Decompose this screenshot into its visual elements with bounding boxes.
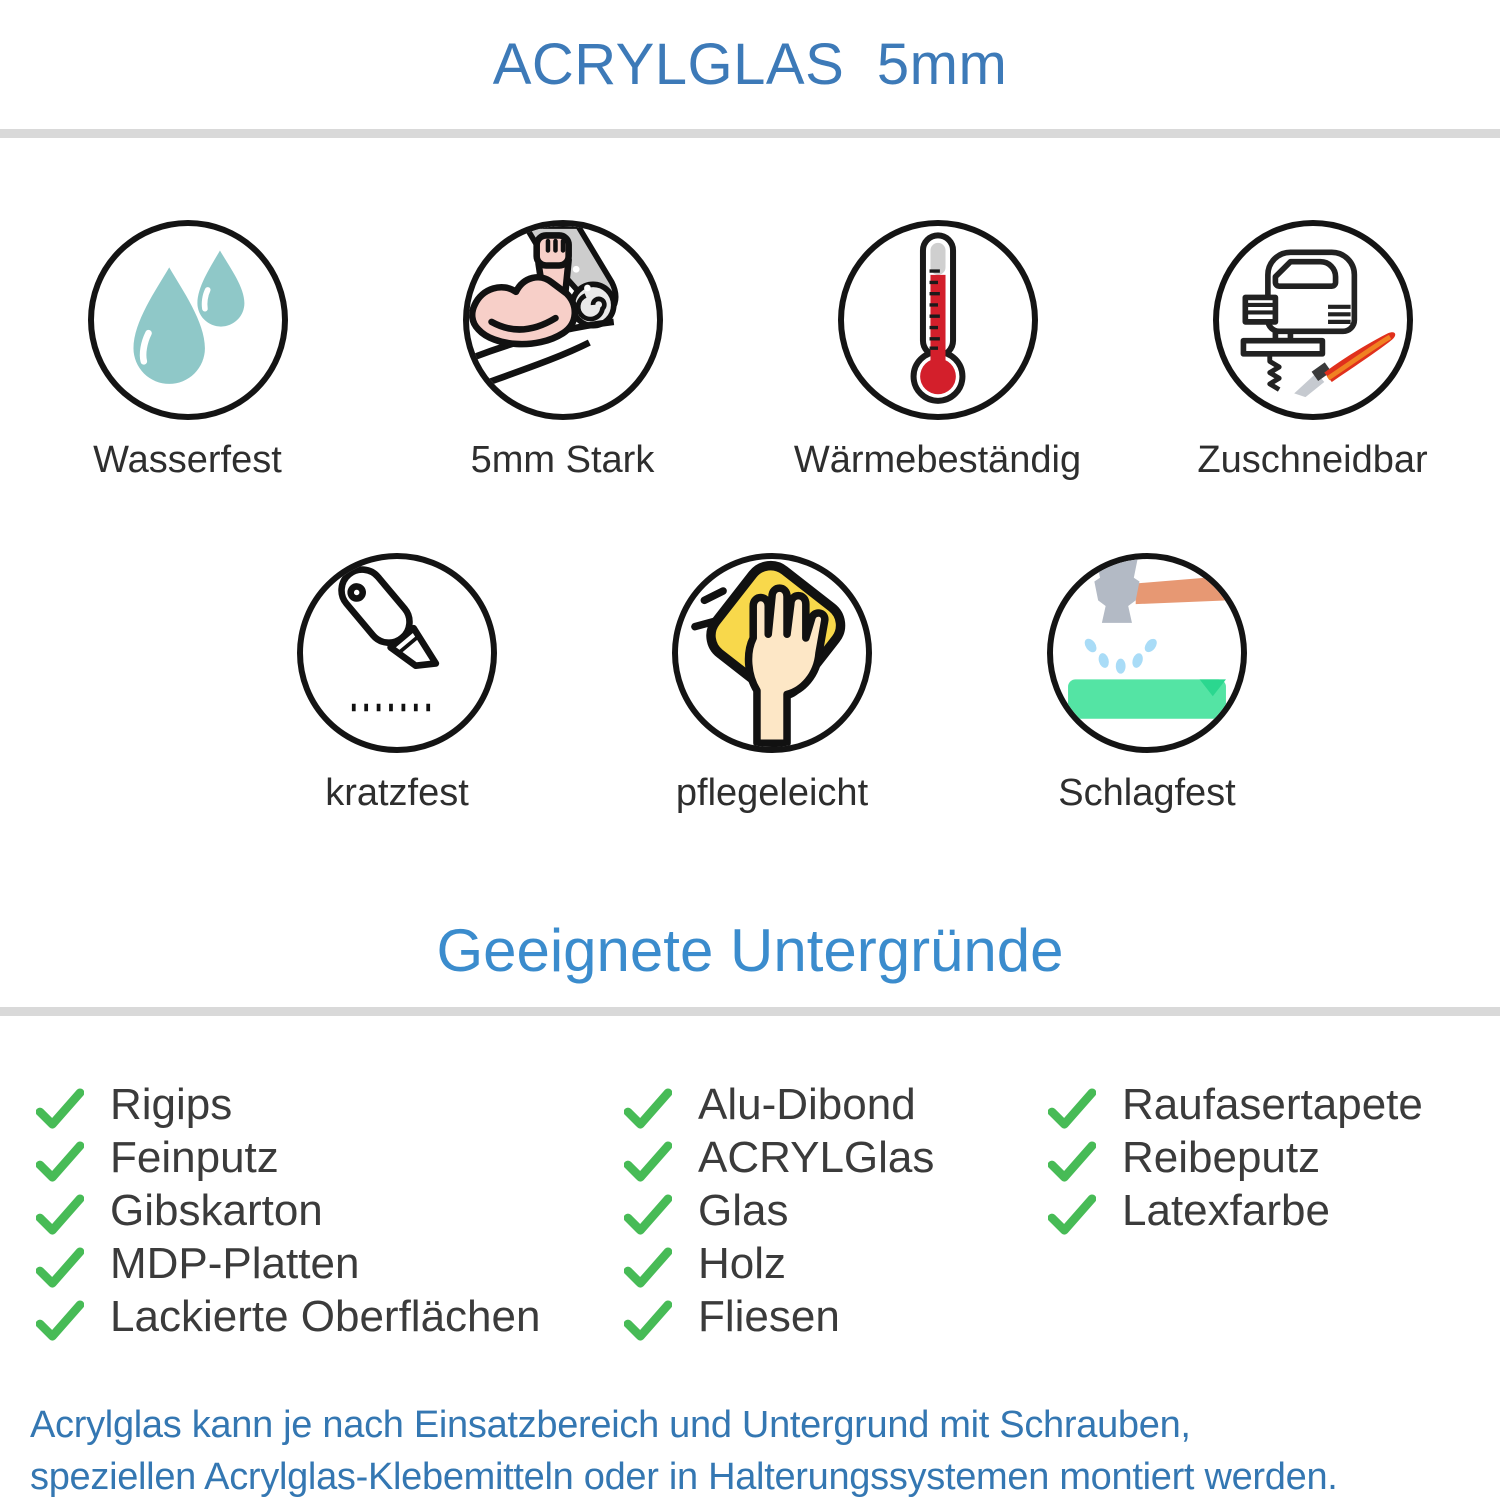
- list-item: [1048, 1184, 1500, 1237]
- list-item: [1048, 1078, 1500, 1131]
- list-item: [36, 1237, 624, 1290]
- page-title: ACRYLGLAS 5mm: [492, 32, 1008, 97]
- substrate-label: Fliesen: [698, 1291, 840, 1341]
- check-icon: [1048, 1088, 1096, 1130]
- feature-label: Schlagfest: [1058, 772, 1236, 814]
- list-item: [36, 1131, 624, 1184]
- feature-circle: [1047, 553, 1247, 753]
- feature-label: 5mm Stark: [470, 439, 655, 481]
- header: [0, 0, 1500, 129]
- list-item: [36, 1078, 624, 1131]
- substrate-label: Lackierte Oberflächen: [110, 1291, 541, 1341]
- feature-circle: [88, 220, 288, 420]
- check-icon: [1048, 1141, 1096, 1183]
- utility-knife-icon: [303, 559, 491, 747]
- substrates-column-3: [1048, 1078, 1500, 1343]
- footer-note: [30, 1399, 1500, 1500]
- substrate-label: Holz: [698, 1238, 787, 1288]
- list-item: [624, 1184, 1048, 1237]
- feature-waermebestaendig: [750, 220, 1125, 482]
- feature-circle: [672, 553, 872, 753]
- check-icon: [36, 1194, 84, 1236]
- list-item: [36, 1290, 624, 1343]
- substrate-label: Alu-Dibond: [698, 1079, 916, 1129]
- footer-line-2: speziellen Acrylglas-Klebemitteln oder in Halterungssystemen montiert werden.: [30, 1456, 1338, 1498]
- features-row-1: [0, 220, 1500, 482]
- water-drops-icon: [94, 226, 282, 414]
- feature-schlagfest: [960, 553, 1335, 815]
- feature-label: kratzfest: [325, 772, 469, 814]
- divider-substrates: [0, 1007, 1500, 1016]
- divider-top: [0, 129, 1500, 138]
- cleaning-hand-icon: [678, 559, 866, 747]
- list-item: [624, 1131, 1048, 1184]
- substrate-label: Raufasertapete: [1122, 1079, 1423, 1129]
- hammer-icon: [1053, 559, 1241, 747]
- check-icon: [624, 1300, 672, 1342]
- substrates-column-1: [36, 1078, 624, 1343]
- check-icon: [624, 1194, 672, 1236]
- list-item: [624, 1237, 1048, 1290]
- list-item: [1048, 1131, 1500, 1184]
- feature-pflegeleicht: [585, 553, 960, 815]
- check-icon: [36, 1247, 84, 1289]
- features-row-2: [22, 553, 1500, 815]
- feature-label: pflegeleicht: [675, 772, 869, 814]
- feature-circle: [838, 220, 1038, 420]
- feature-label: Wasserfest: [93, 439, 282, 481]
- check-icon: [1048, 1194, 1096, 1236]
- feature-label: Zuschneidbar: [1197, 439, 1428, 481]
- substrate-label: MDP-Platten: [110, 1238, 360, 1288]
- feature-5mm-stark: [375, 220, 750, 482]
- check-icon: [624, 1247, 672, 1289]
- substrates-heading: Geeignete Untergründe: [436, 917, 1064, 984]
- feature-circle: [297, 553, 497, 753]
- check-icon: [36, 1088, 84, 1130]
- feature-wasserfest: [0, 220, 375, 482]
- jigsaw-icon: [1219, 226, 1407, 414]
- substrate-label: ACRYLGlas: [698, 1132, 935, 1182]
- substrates-column-2: [624, 1078, 1048, 1343]
- substrate-label: Feinputz: [110, 1132, 279, 1182]
- list-item: [624, 1290, 1048, 1343]
- list-item: [624, 1078, 1048, 1131]
- feature-circle: [1213, 220, 1413, 420]
- check-icon: [624, 1088, 672, 1130]
- feature-zuschneidbar: [1125, 220, 1500, 482]
- feature-circle: [463, 220, 663, 420]
- feature-kratzfest: [210, 553, 585, 815]
- substrate-label: Latexfarbe: [1122, 1185, 1330, 1235]
- substrate-label: Reibeputz: [1122, 1132, 1321, 1182]
- substrate-label: Rigips: [110, 1079, 233, 1129]
- list-item: [36, 1184, 624, 1237]
- footer-line-1: Acrylglas kann je nach Einsatzbereich und Untergrund mit Schrauben,: [30, 1404, 1191, 1446]
- substrate-label: Gibskarton: [110, 1185, 323, 1235]
- muscle-arm-icon: [469, 226, 657, 414]
- check-icon: [624, 1141, 672, 1183]
- feature-label: Wärmebeständig: [793, 439, 1082, 481]
- check-icon: [36, 1300, 84, 1342]
- substrates-list: [0, 1016, 1500, 1343]
- check-icon: [36, 1141, 84, 1183]
- substrate-label: Glas: [698, 1185, 789, 1235]
- thermometer-icon: [844, 226, 1032, 414]
